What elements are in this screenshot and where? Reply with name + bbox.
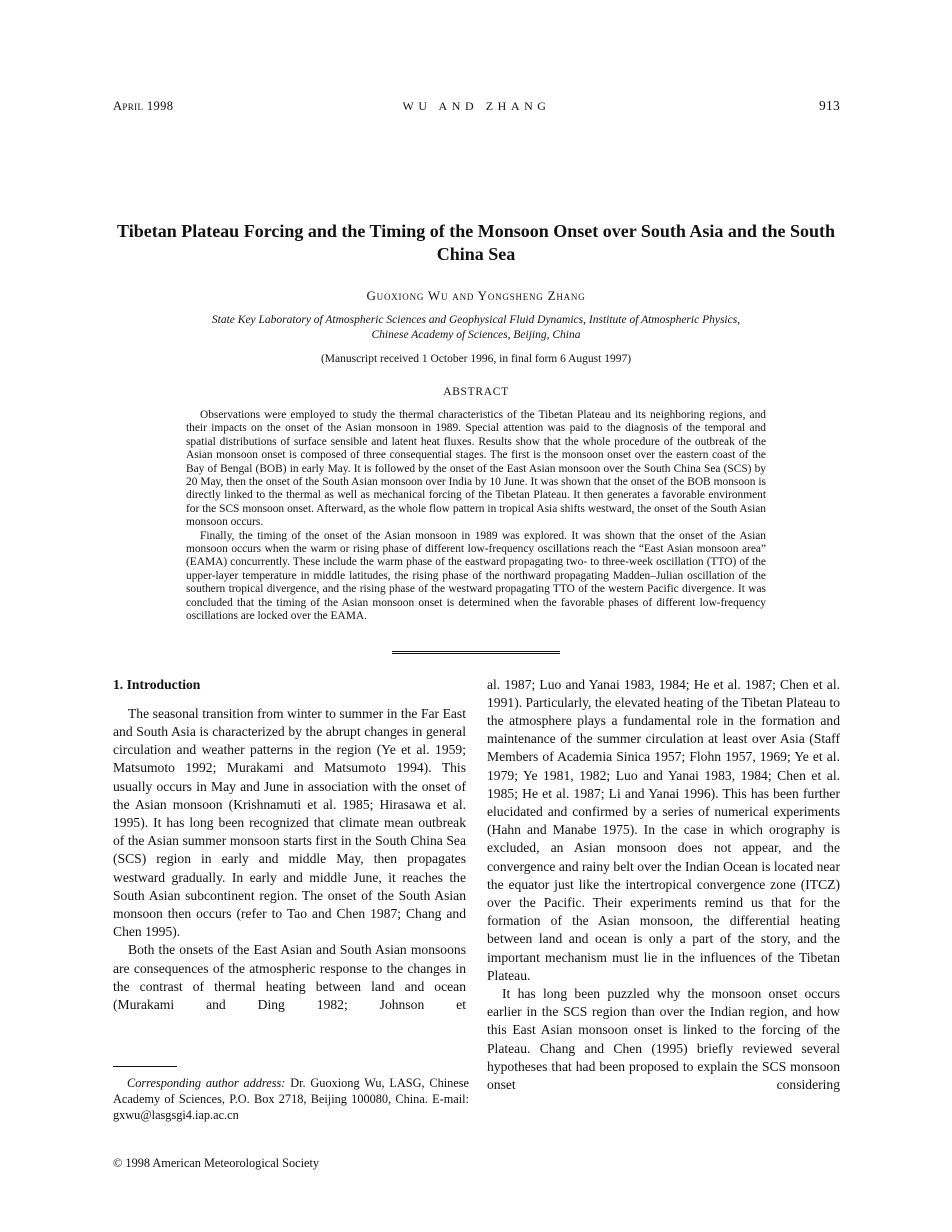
right-column	[487, 676, 840, 1095]
footnote-divider-rule	[113, 1066, 177, 1067]
abstract-paragraph-1: Observations were employed to study the thermal characteristics of the Tibetan Plateau and its neighboring regions, and their impacts on the onset of the Asian monsoon in 1989. Special attention was paid to the diagnosis of the temporal and spatial distributions of surface sensible and latent heat fluxes. Results show that the whole procedure of the outbreak of the Asian monsoon onset is composed of three consequential stages. The first is the monsoon onset over the eastern coast of the Bay of Bengal (BOB) in early May. It is followed by the onset of the East Asian monsoon over the South China Sea (SCS) by 20 May, then the onset of the South Asian monsoon over India by 10 June. It was shown that the onset of the BOB monsoon is directly linked to the thermal as well as mechanical forcing of the Tibetan Plateau. It then generates a favorable environment for the SCS monsoon onset. Afterward, as the whole flow pattern in tropical Asia shifts westward, the onset of the South Asian monsoon occurs.	[186, 409, 766, 529]
footnote-text	[113, 1076, 469, 1123]
author-names: Guoxiong Wu and Yongsheng Zhang	[366, 288, 586, 303]
intro-paragraph-1: The seasonal transition from winter to summer in the Far East and South Asia is characterized by the abrupt changes in general circulation and weather patterns in the region (Ye et al. 1959; Matsumoto 1992; Murakami and Matsumoto 1994). This usually occurs in May and June in association with the onset of the Asian monsoon (Krishnamuti et al. 1985; Hirasawa et al. 1995). It has long been recognized that climate mean outbreak of the Asian summer monsoon starts first in the South China Sea (SCS) region in early and middle May, then propagates westward gradually. In early and middle June, it reaches the South Asian subcontinent region. The onset of the South Asian monsoon then occurs (refer to Tao and Chen 1987; Chang and Chen 1995).	[113, 705, 466, 940]
running-header	[113, 98, 840, 114]
intro-paragraph-2: Both the onsets of the East Asian and South Asian monsoons are consequences of the atmospheric response to the changes in the contrast of thermal heating between land and ocean (Murakami and Ding 1982; Johnson et	[113, 942, 466, 1012]
header-page-number: 913	[818, 98, 841, 113]
copyright-line: © 1998 American Meteorological Society	[113, 1156, 320, 1170]
section-heading-introduction: 1. Introduction	[113, 676, 201, 692]
abstract-heading: ABSTRACT	[443, 386, 509, 398]
intro-paragraph-3: It has long been puzzled why the monsoon onset occurs earlier in the SCS region than over the Indian region, and how this East Asian monsoon onset is linked to the forcing of the Plateau. Chang and Chen (1995) briefly reviewed several hypotheses that had been proposed to explain the SCS monsoon onset considering	[487, 985, 840, 1092]
left-column	[113, 676, 466, 1095]
header-running-title: WU AND ZHANG	[402, 99, 551, 113]
footnote-label: Corresponding author address:	[127, 1076, 286, 1090]
abstract-divider-rule	[392, 651, 560, 654]
article-title: Tibetan Plateau Forcing and the Timing of the Monsoon Onset over South Asia and the South China Sea	[117, 221, 835, 264]
affiliation	[0, 313, 952, 342]
header-issue-date: April 1998	[113, 99, 174, 113]
affiliation-line-1: State Key Laboratory of Atmospheric Sciences and Geophysical Fluid Dynamics, Institute of Atmospheric Physics,	[211, 314, 741, 326]
abstract-paragraph-2: Finally, the timing of the onset of the Asian monsoon in 1989 was explored. It was shown that the onset of the Asian monsoon occurs when the warm or rising phase of different low-frequency oscillations reach the “East Asian monsoon area” (EAMA) concurrently. These include the warm phase of the eastward propagating two- to three-week oscillation (TTO) of the upper-layer temperature in middle latitudes, the rising phase of the northward propagating Madden–Julian oscillation of the southern tropical divergence, and the rising phase of the westward propagating TTO of the western Pacific divergence. It was concluded that the timing of the Asian monsoon onset is determined when the favorable phases of different low-frequency oscillations are locked over the EAMA.	[186, 529, 766, 623]
affiliation-line-2: Chinese Academy of Sciences, Beijing, China	[371, 328, 581, 341]
body-columns	[113, 676, 840, 1095]
manuscript-note: (Manuscript received 1 October 1996, in final form 6 August 1997)	[320, 353, 632, 365]
intro-paragraph-2-continued: al. 1987; Luo and Yanai 1983, 1984; He et al. 1987; Chen et al. 1991). Particularly, the elevated heating of the Tibetan Plateau to the atmosphere plays a fundamental role in the formation and maintenance of the summer circulation at least over Asia (Staff Members of Academia Sinica 1957; Flohn 1957, 1969; Ye et al. 1979; Ye 1981, 1982; Luo and Yanai 1983, 1984; Chen et al. 1985; He et al. 1987; Li and Yanai 1996). This has been further elucidated and confirmed by a series of numerical experiments (Hahn and Manabe 1975). In the case in which orography is excluded, an Asian monsoon does not appear, and the convergence and rainy belt over the Indian Ocean is located near the equator just like the intertropical convergence zone (ITCZ) over the Pacific. Their experiments remind us that for the formation of the Asian monsoon, the differential heating between land and ocean is only a part of the story, and the important mechanism must lie in the influences of the Tibetan Plateau.	[487, 676, 840, 983]
abstract-body	[186, 409, 766, 624]
footnote-body: Dr. Guoxiong Wu, LASG, Chinese Academy of Sciences, P.O. Box 2718, Beijing 100080, China. E-mail: gxwu@lasgsgi4.iap.ac.cn	[113, 1076, 470, 1122]
corresponding-author-footnote	[113, 1066, 469, 1123]
